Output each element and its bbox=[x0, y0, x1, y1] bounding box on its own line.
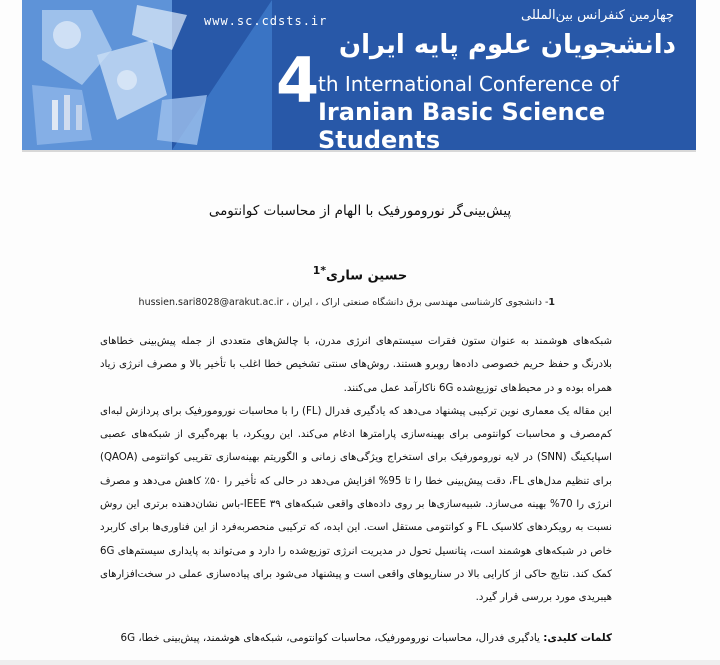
paper-author bbox=[260, 264, 460, 283]
keywords-list: یادگیری فدرال، محاسبات نورومورفیک، محاسبات کوانتومی، شبکه‌های هوشمند، پیش‌بینی خطا، 6G bbox=[120, 632, 540, 644]
conference-url[interactable]: www.sc.cdsts.ir bbox=[204, 14, 328, 28]
author-name: حسین ساری bbox=[326, 268, 408, 284]
paper-title: پیش‌بینی‌گر نورومورفیک با الهام از محاسبات کوانتومی bbox=[208, 203, 512, 219]
keywords-line bbox=[100, 632, 612, 644]
author-affiliation bbox=[100, 297, 555, 308]
abstract bbox=[100, 330, 612, 610]
page-bottom-edge bbox=[0, 660, 720, 665]
author-email[interactable]: hussien.sari8028@arakut.ac.ir bbox=[138, 297, 284, 308]
abstract-paragraph-2: این مقاله یک معماری نوین ترکیبی پیشنهاد می‌دهد که یادگیری فدرال (FL) را با محاسبات نورومورفیک برای پردازش لبه‌ای کم‌مصرف و محاسبات کوانتومی برای بهینه‌سازی پارامترها ادغام می‌کند. این رویکرد، با بهره‌گیری از شبکه‌های عصبی اسپایکینگ (SNN) در لایه نورومورفیک برای استخراج ویژگی‌های زمانی و الگوریتم بهینه‌سازی تقریبی کوانتومی (QAOA) برای تنظیم مدل‌های FL، دقت پیش‌بینی خطا را تا 95% افزایش می‌دهد در حالی که تأخیر را ۵۰٪ کاهش می‌دهد و مصرف انرژی را 70% بهینه می‌سازد. شبیه‌سازی‌ها بر روی داده‌های واقعی شبکه‌های IEEE ۳۹-باس نشان‌دهنده برتری این روش نسبت به رویکردهای کلاسیک FL و کوانتومی مستقل است. این ایده، که ترکیبی منحصربه‌فرد از این فناوری‌ها برای کاربرد خاص در شبکه‌های هوشمند است، پتانسیل تحول در مدیریت انرژی توزیع‌شده را دارد و می‌تواند به پایداری سیستم‌های 6G کمک کند. نتایج حاکی از کارایی بالا در سناریوهای واقعی است و پیشنهاد می‌شود برای پیاده‌سازی عملی در سخت‌افزارهای هیبریدی مورد بررسی قرار گیرد. bbox=[100, 405, 612, 604]
affiliation-number: 1 bbox=[548, 297, 555, 308]
conference-edition-number: 4 bbox=[276, 44, 320, 117]
conference-title-en-line1: th International Conference of bbox=[318, 72, 619, 96]
conference-title-en-line2: Iranian Basic Science Students bbox=[318, 98, 606, 152]
conference-title-fa-line1: چهارمین کنفرانس بین‌المللی bbox=[521, 8, 674, 23]
conference-title-fa-line2: دانشجویان علوم پایه ایران bbox=[338, 30, 676, 60]
author-superscript: *1 bbox=[312, 264, 326, 277]
abstract-paragraph-1: شبکه‌های هوشمند به عنوان ستون فقرات سیستم‌های انرژی مدرن، با چالش‌های متعددی از جمله پیش‌بینی خطاهای بلادرنگ و حفظ حریم خصوصی داده‌ها روبرو هستند. روش‌های سنتی تشخیص خطا اغلب با تأخیر بالا و مصرف انرژی زیاد همراه بوده و در محیط‌های توزیع‌شده 6G ناکارآمد عمل می‌کنند. bbox=[100, 336, 612, 394]
affiliation-text: - دانشجوی کارشناسی مهندسی برق دانشگاه صنعتی اراک ، ایران ، bbox=[286, 297, 549, 308]
conference-banner bbox=[22, 0, 696, 152]
keywords-label: کلمات کلیدی: bbox=[543, 632, 612, 644]
